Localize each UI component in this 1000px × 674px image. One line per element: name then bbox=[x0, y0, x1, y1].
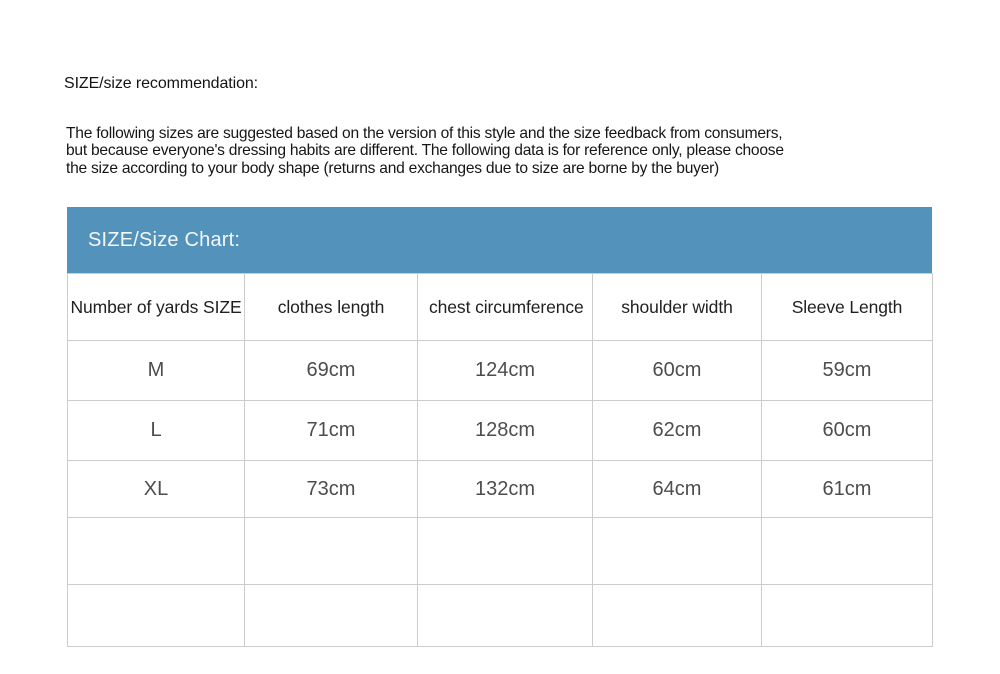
table-row-xl bbox=[68, 461, 933, 518]
shoulder-value: 64cm bbox=[593, 461, 762, 518]
description-line: the size according to your body shape (returns and exchanges due to size are borne by the buyer) bbox=[66, 159, 720, 177]
column-header-shoulder-width: shoulder width bbox=[593, 274, 762, 341]
clothes-length-value: 73cm bbox=[245, 461, 418, 518]
shoulder-value bbox=[593, 518, 762, 585]
chest-value: 124cm bbox=[418, 341, 593, 401]
size-value: M bbox=[68, 341, 245, 401]
table-row-m bbox=[68, 341, 933, 401]
size-value: L bbox=[68, 401, 245, 461]
table-header-row bbox=[68, 274, 933, 341]
sleeve-value bbox=[762, 585, 933, 647]
description-paragraph bbox=[66, 125, 784, 177]
chest-value bbox=[418, 585, 593, 647]
clothes-length-value: 71cm bbox=[245, 401, 418, 461]
table-row-l bbox=[68, 401, 933, 461]
sleeve-value bbox=[762, 518, 933, 585]
sleeve-value: 59cm bbox=[762, 341, 933, 401]
clothes-length-value bbox=[245, 518, 418, 585]
page-title: SIZE/size recommendation: bbox=[64, 75, 259, 92]
shoulder-value: 62cm bbox=[593, 401, 762, 461]
chest-value: 128cm bbox=[418, 401, 593, 461]
shoulder-value: 60cm bbox=[593, 341, 762, 401]
chest-value bbox=[418, 518, 593, 585]
shoulder-value bbox=[593, 585, 762, 647]
clothes-length-value: 69cm bbox=[245, 341, 418, 401]
description-line: The following sizes are suggested based on the version of this style and the size feedback from consumers, bbox=[66, 125, 783, 142]
clothes-length-value bbox=[245, 585, 418, 647]
sleeve-value: 60cm bbox=[762, 401, 933, 461]
size-chart-table bbox=[67, 273, 933, 647]
size-chart-banner-title: SIZE/Size Chart: bbox=[88, 228, 241, 251]
description-line: but because everyone's dressing habits are different. The following data is for reference only, please choose bbox=[66, 142, 784, 160]
table-row-empty bbox=[68, 518, 933, 585]
sleeve-value: 61cm bbox=[762, 461, 933, 518]
table-row-empty bbox=[68, 585, 933, 647]
size-value bbox=[68, 585, 245, 647]
column-header-size: Number of yards SIZE bbox=[68, 274, 245, 341]
column-header-clothes-length: clothes length bbox=[245, 274, 418, 341]
column-header-chest-circumference: chest circumference bbox=[418, 274, 593, 341]
size-value bbox=[68, 518, 245, 585]
size-value: XL bbox=[68, 461, 245, 518]
size-chart-banner bbox=[67, 207, 932, 273]
chest-value: 132cm bbox=[418, 461, 593, 518]
column-header-sleeve-length: Sleeve Length bbox=[762, 274, 933, 341]
